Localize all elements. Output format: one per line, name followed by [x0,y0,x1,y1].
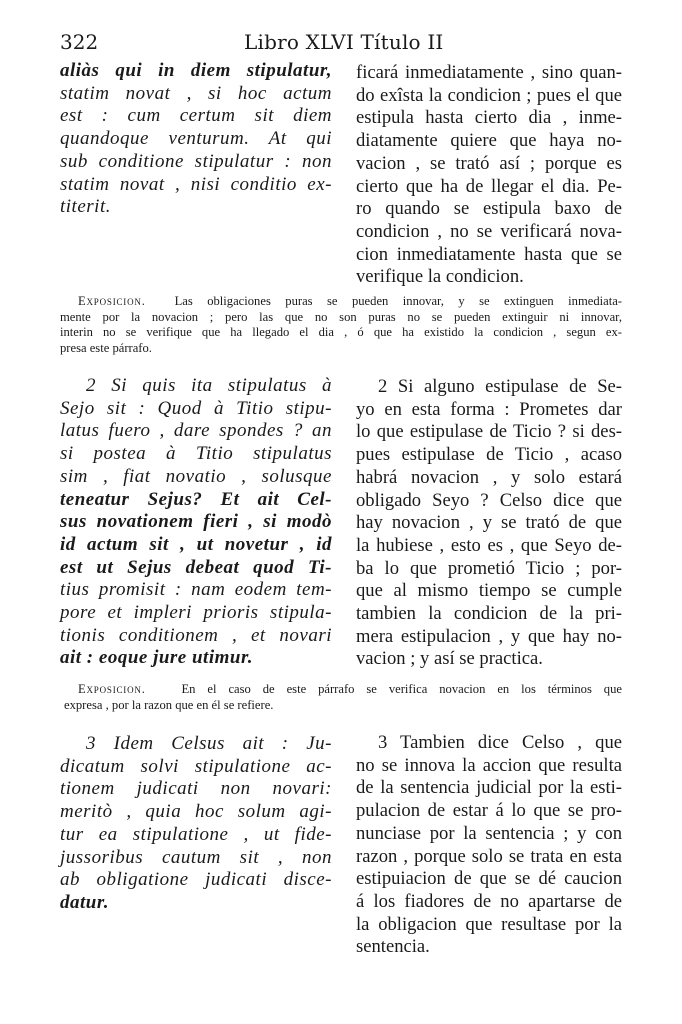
spanish-column-section-1 [356,62,622,289]
spanish-line: tambien la condicion de la pri- [356,603,622,625]
running-title: Libro XLVI Título II [244,30,444,54]
exposicion-line: expresa , por la razon que en él se refiere. [64,697,274,712]
spanish-line: pues estipulase de Ticio , acaso [356,444,622,466]
exposicion-text: En el caso de este párrafo se verifica novacion en los términos que [181,682,622,696]
latin-line: dicatum solvi stipulatione ac- [60,755,332,777]
latin-line: statim novat , si hoc actum [60,82,332,104]
spanish-line: estipula hasta cierto dia , inme- [356,107,622,129]
spanish-line: que al mismo tiempo se cumple [356,580,622,602]
spanish-line: do exîsta la condicion ; pues el que [356,84,622,106]
latin-line: 2 Si quis ita stipulatus à [86,375,332,396]
latin-line: quandoque venturum. At qui [60,128,332,150]
spanish-line: 3 Tambien dice Celso , que [378,732,622,753]
latin-column-section-2 [60,375,332,670]
latin-line: est ut Sejus debeat quod Ti- [60,556,332,578]
latin-line: est : cum certum sit diem [60,105,332,127]
page-number: 322 [60,30,99,54]
latin-line: meritò , quia hoc solum agi- [60,801,332,823]
page-header [60,28,620,56]
spanish-line: cion inmediatamente hasta que se [356,243,622,265]
spanish-line: razon , porque solo se trata en esta [356,845,622,867]
latin-line: latus fuero , dare spondes ? an [60,420,332,442]
spanish-line: lo que estipulase de Ticio ? si des- [356,421,622,443]
spanish-line: de la sentencia judicial por la esti- [356,777,622,799]
latin-line: ab obligatione judicati disce- [60,869,332,891]
exposicion-label: Exposicion. [78,294,146,308]
latin-line: sim , fiat novatio , solusque [60,465,332,487]
latin-line: ait : eoque jure utimur. [60,647,254,669]
exposicion-line: mente por la novacion ; pero las que no son puras no se pueden extinguir ni innovar, [60,309,622,324]
latin-column-section-1 [60,60,332,219]
latin-line: titerit. [60,196,111,218]
latin-line: tionem judicati non novari: [60,778,332,800]
exposicion-line [78,294,622,310]
spanish-line: pulacion de estar á lo que se pro- [356,800,622,822]
spanish-line: ba lo que prometió Ticio ; por- [356,557,622,579]
spanish-line: diatamente quiere que haya no- [356,130,622,152]
latin-line: statim novat , nisi conditio ex- [60,173,332,195]
exposicion-line [78,682,622,698]
latin-line: Sejo sit : Quod à Titio stipu- [60,397,332,419]
latin-line: aliàs qui in diem stipulatur, [60,60,332,81]
exposicion-section-1 [60,294,622,356]
exposicion-text: Las obligaciones puras se pueden innovar, y se extinguen inmediata- [174,294,622,308]
latin-line: si postea à Titio stipulatus [60,443,332,465]
exposicion-section-2 [64,682,622,713]
latin-line: sub conditione stipulatur : non [60,150,332,172]
latin-line: tionis conditionem , et novari [60,624,332,646]
latin-line: sus novationem fieri , si modò [60,511,332,533]
exposicion-line: interin no se verifique que ha llegado el dia , ó que ha existido la condicion , segun ex- [60,325,622,340]
spanish-line: mera estipulacion , y que hay no- [356,625,622,647]
spanish-column-section-2 [356,376,622,671]
spanish-line: vacion , se trató así ; porque es [356,152,622,174]
exposicion-line: presa este párrafo. [60,340,152,355]
spanish-line: condicion , no se verificará nova- [356,220,622,242]
latin-line: teneatur Sejus? Et ait Cel- [60,488,332,510]
spanish-line: estipuiacion de que se dé caucion [356,868,622,890]
spanish-line: no se innova la accion que resulta [356,754,622,776]
spanish-line: vacion ; y así se practica. [356,648,543,670]
spanish-line: sentencia. [356,936,430,958]
spanish-line: á los fiadores de no apartarse de [356,890,622,912]
spanish-line: la obligacion que resultase por la [356,913,622,935]
spanish-line: verifique la condicion. [356,266,524,288]
spanish-line: nunciase por la sentencia ; y con [356,822,622,844]
spanish-line: 2 Si alguno estipulase de Se- [378,376,622,397]
latin-line: pore et impleri prioris stipula- [60,602,332,624]
spanish-line: ficará inmediatamente , sino quan- [356,62,622,83]
spanish-line: la hubiese , esto es , que Seyo de- [356,534,622,556]
latin-line: tur ea stipulatione , ut fide- [60,823,332,845]
latin-line: 3 Idem Celsus ait : Ju- [86,733,332,754]
spanish-line: habrá novacion , y solo estará [356,466,622,488]
spanish-column-section-3 [356,732,622,959]
spanish-line: obligado Seyo ? Celso dice que [356,489,622,511]
spanish-line: ro quando se estipula baxo de [356,198,622,220]
spanish-line: yo en esta forma : Prometes dar [356,398,622,420]
latin-line: datur. [60,891,109,913]
exposicion-label: Exposicion. [78,682,146,696]
spanish-line: hay novacion , y se trató de que [356,512,622,534]
latin-line: id actum sit , ut novetur , id [60,533,332,555]
spanish-line: cierto que ha de llegar el dia. Pe- [356,175,622,197]
latin-line: jussoribus cautum sit , non [60,846,332,868]
latin-column-section-3 [60,733,332,915]
latin-line: tius promisit : nam eodem tem- [60,579,332,601]
